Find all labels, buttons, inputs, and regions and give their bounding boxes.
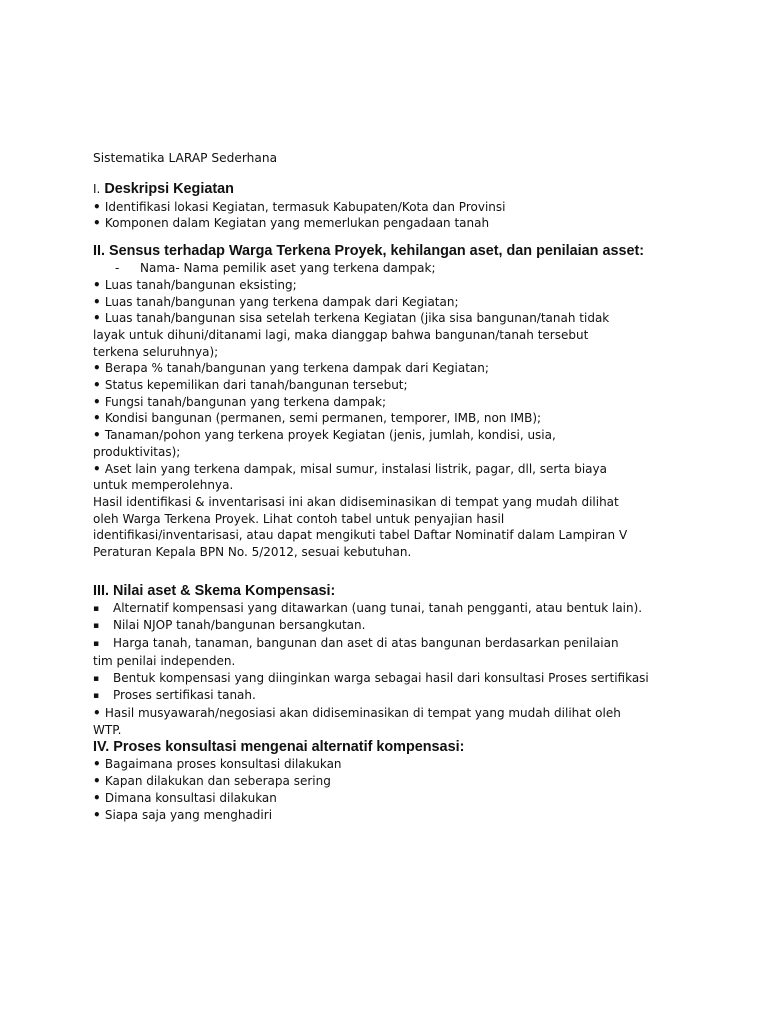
paragraph-line: Peraturan Kepala BPN No. 5/2012, sesuai kebutuhan. [93, 545, 412, 560]
list-item [93, 461, 693, 494]
list-item: • Identifikasi lokasi Kegiatan, termasuk Kabupaten/Kota dan Provinsi [93, 199, 693, 216]
list-item [93, 617, 693, 635]
list-item [93, 635, 693, 669]
list-item-line: • Aset lain yang terkena dampak, misal sumur, instalasi listrik, pagar, dll, serta biaya [93, 461, 693, 478]
paragraph-line: Hasil identifikasi & inventarisasi ini akan didiseminasikan di tempat yang mudah dilihat [93, 494, 619, 509]
square-bullet-icon: ▪ [93, 691, 100, 702]
section-3-list [93, 600, 693, 739]
list-item [93, 427, 693, 460]
list-item: • Luas tanah/bangunan eksisting; [93, 277, 693, 294]
dash-item-text: Nama- Nama pemilik aset yang terkena dampak; [140, 261, 436, 276]
list-item: • Luas tanah/bangunan yang terkena dampak dari Kegiatan; [93, 294, 693, 311]
list-item [93, 600, 693, 618]
list-item: • Kapan dilakukan dan seberapa sering [93, 773, 693, 790]
section-4-heading: IV. Proses konsultasi mengenai alternatif kompensasi: [93, 739, 465, 756]
section-3-heading: III. Nilai aset & Skema Kompensasi: [93, 582, 336, 599]
document-title: Sistematika LARAP Sederhana [93, 151, 278, 165]
list-item: • Fungsi tanah/bangunan yang terkena dampak; [93, 394, 693, 411]
list-item [93, 670, 693, 688]
square-bullet-icon: ▪ [93, 673, 100, 684]
list-item [93, 260, 693, 277]
section-1-numeral: I. [93, 181, 101, 196]
section-1-heading [93, 180, 693, 198]
section-1-list [93, 199, 693, 232]
list-item: • Berapa % tanah/bangunan yang terkena dampak dari Kegiatan; [93, 360, 693, 377]
list-item: • Siapa saja yang menghadiri [93, 807, 693, 824]
list-item [93, 310, 693, 360]
list-item [93, 705, 693, 738]
list-item-line: produktivitas); [93, 444, 181, 459]
list-item-line: tim penilai independen. [93, 653, 236, 668]
paragraph-line: oleh Warga Terkena Proyek. Lihat contoh tabel untuk penyajian hasil [93, 511, 505, 526]
list-item-text: Bentuk kompensasi yang diinginkan warga sebagai hasil dari konsultasi Proses sertifikasi [113, 670, 649, 685]
section-4-list [93, 756, 693, 823]
square-bullet-icon: ▪ [93, 639, 100, 650]
document-body [93, 150, 693, 823]
list-item-text: Proses sertifikasi tanah. [113, 688, 256, 703]
list-item-text: Nilai NJOP tanah/bangunan bersangkutan. [113, 618, 366, 633]
list-item-line: untuk memperolehnya. [93, 478, 234, 493]
square-bullet-icon: ▪ [93, 603, 100, 614]
list-item-text: Harga tanah, tanaman, bangunan dan aset di atas bangunan berdasarkan penilaian [113, 636, 619, 651]
section-2-paragraph [93, 494, 693, 561]
list-item-line: • Luas tanah/bangunan sisa setelah terkena Kegiatan (jika sisa bangunan/tanah tidak [93, 310, 693, 327]
list-item: • Status kepemilikan dari tanah/bangunan tersebut; [93, 377, 693, 394]
dash-marker: - [115, 261, 120, 276]
square-bullet-icon: ▪ [93, 621, 100, 632]
list-item: • Dimana konsultasi dilakukan [93, 790, 693, 807]
section-2-heading: II. Sensus terhadap Warga Terkena Proyek, kehilangan aset, dan penilaian asset: [93, 243, 645, 260]
list-item: • Komponen dalam Kegiatan yang memerlukan pengadaan tanah [93, 215, 693, 232]
paragraph-line: identifikasi/inventarisasi, atau dapat mengikuti tabel Daftar Nominatif dalam Lampiran V [93, 528, 628, 543]
section-2-list [93, 260, 693, 494]
list-item-line: WTP. [93, 722, 122, 737]
list-item-line: • Hasil musyawarah/negosiasi akan didiseminasikan di tempat yang mudah dilihat oleh [93, 705, 693, 722]
list-item: • Bagaimana proses konsultasi dilakukan [93, 756, 693, 773]
list-item-line: terkena seluruhnya); [93, 344, 219, 359]
list-item-line: layak untuk dihuni/ditanami lagi, maka dianggap bahwa bangunan/tanah tersebut [93, 327, 589, 342]
section-1-title: Deskripsi Kegiatan [104, 180, 234, 197]
list-item-line: • Tanaman/pohon yang terkena proyek Kegiatan (jenis, jumlah, kondisi, usia, [93, 427, 693, 444]
list-item-text: Alternatif kompensasi yang ditawarkan (uang tunai, tanah pengganti, atau bentuk lain). [113, 600, 643, 615]
list-item [93, 687, 693, 705]
list-item: • Kondisi bangunan (permanen, semi permanen, temporer, IMB, non IMB); [93, 410, 693, 427]
